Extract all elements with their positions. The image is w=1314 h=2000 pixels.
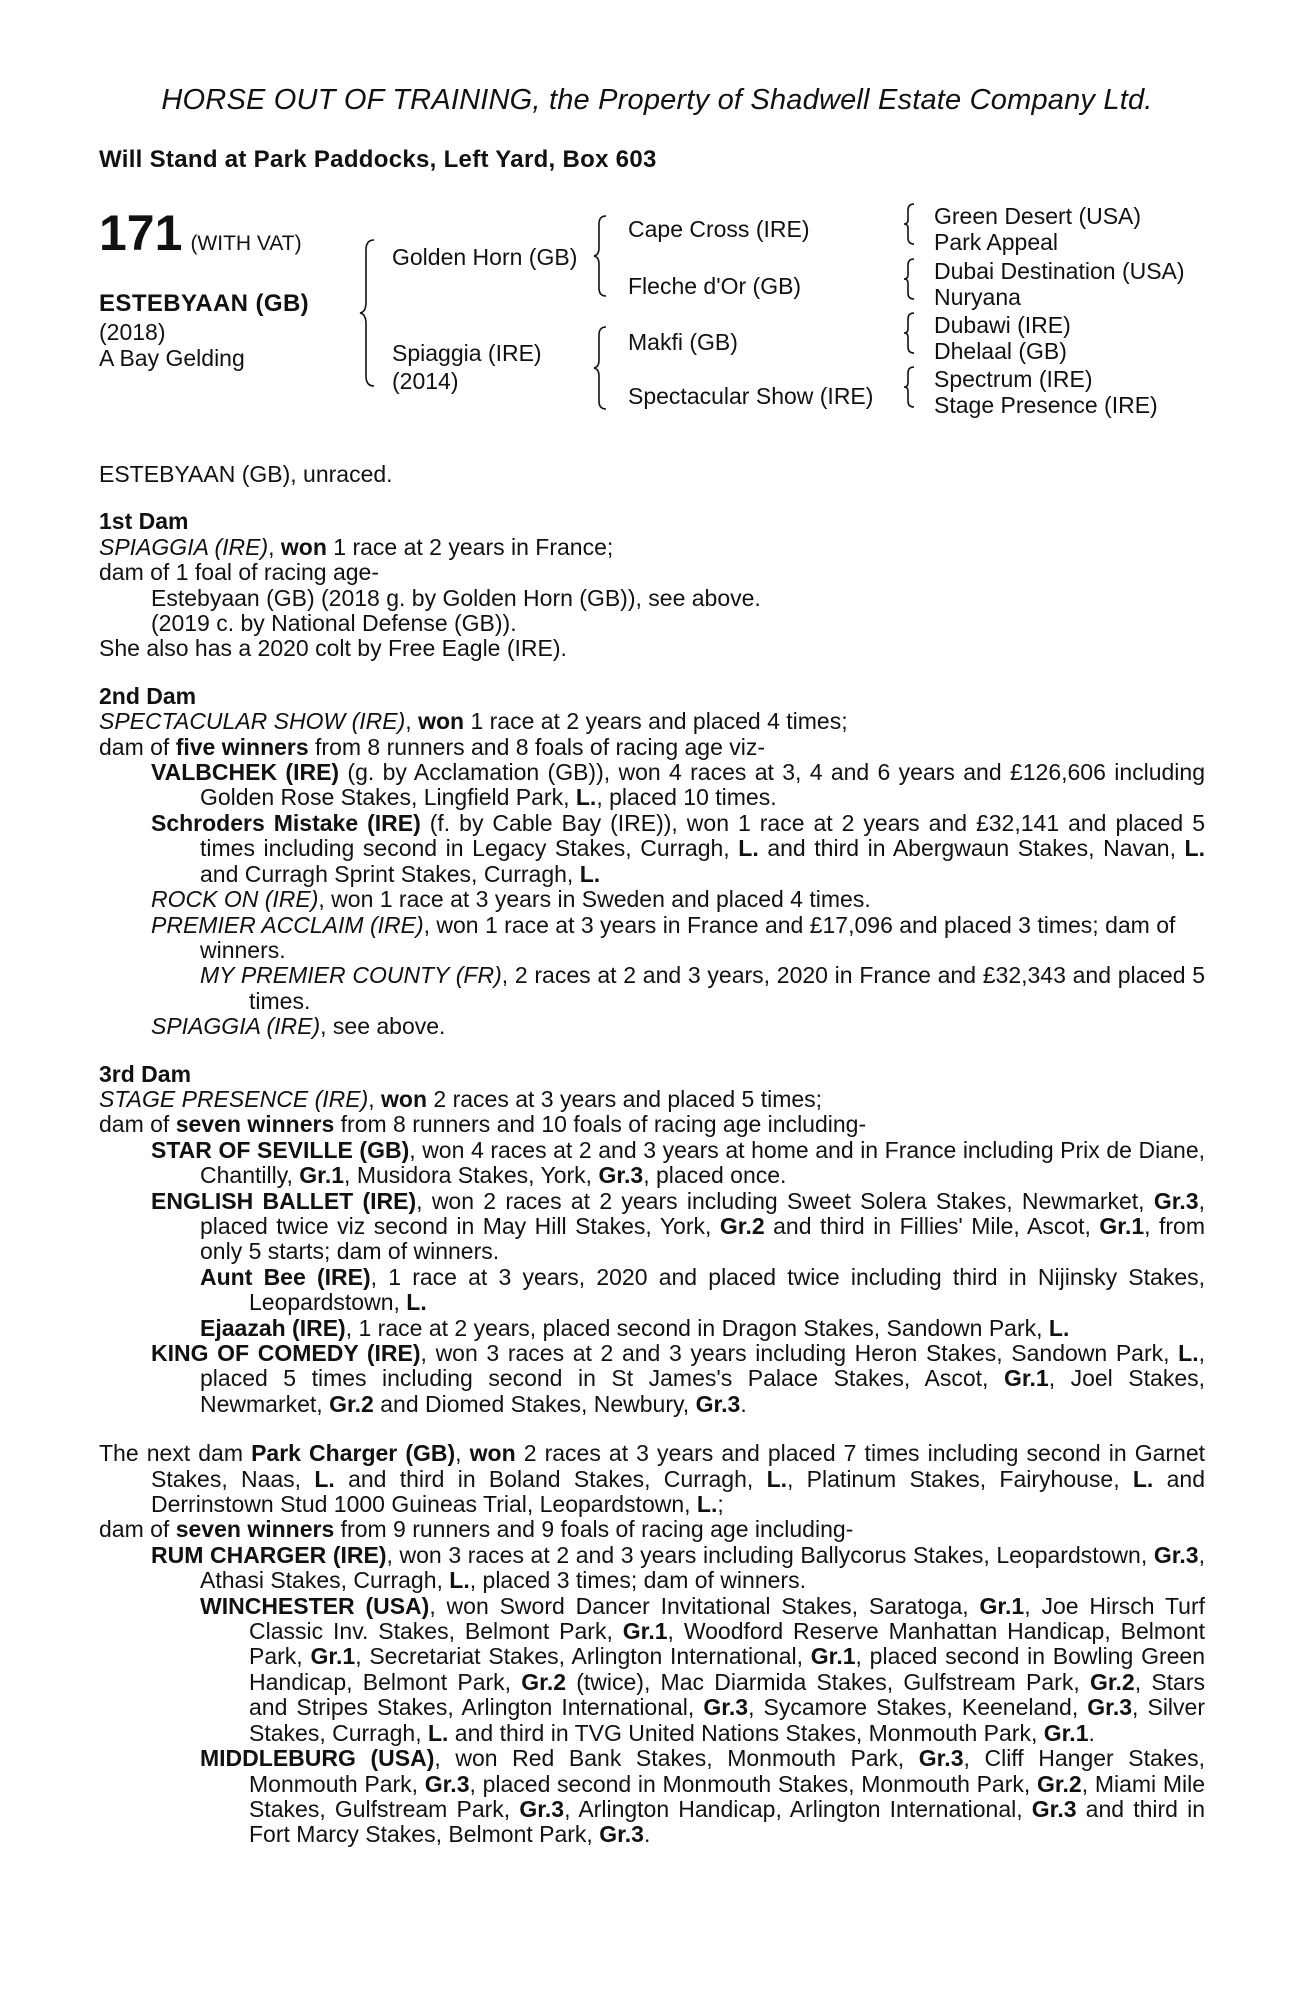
- produce-king-of-comedy: KING OF COMEDY (IRE), won 3 races at 2 and 3 years including Heron Stakes, Sandown Park, L., placed 5 times including second in St James's Palace Stakes, Ascot, Gr.1, Joel Stakes, Newmarket, Gr.2 and Diomed Stakes, Newbury, Gr.3.: [151, 1340, 1205, 1417]
- first-dam-line: SPIAGGIA (IRE), won 1 race at 2 years in France;: [99, 533, 614, 560]
- horse-description: A Bay Gelding: [99, 345, 245, 371]
- pedigree-brace-main: [358, 238, 378, 388]
- first-dam-note: She also has a 2020 colt by Free Eagle (IRE).: [99, 635, 567, 662]
- intro-line: ESTEBYAAN (GB), unraced.: [99, 461, 393, 487]
- first-dam-produce-intro: dam of 1 foal of racing age-: [99, 559, 379, 586]
- second-dam-produce-intro: dam of five winners from 8 runners and 8 foals of racing age viz-: [99, 733, 766, 760]
- lot-heading: [99, 204, 302, 262]
- pedigree-dam-year: (2014): [392, 368, 459, 394]
- pedigree-dam-dam: Spectacular Show (IRE): [628, 383, 874, 409]
- produce-star-of-seville: STAR OF SEVILLE (GB), won 4 races at 2 and 3 years at home and in France including Prix de Diane, Chantilly, Gr.1, Musidora Stakes, York, Gr.3, placed once.: [151, 1136, 1205, 1189]
- pedigree-ggp-2: Park Appeal: [934, 229, 1059, 255]
- pedigree-ggp-1: Green Desert (USA): [934, 203, 1142, 229]
- produce-rock-on: ROCK ON (IRE), won 1 race at 3 years in Sweden and placed 4 times.: [151, 886, 871, 913]
- pedigree-ggp-7: Spectrum (IRE): [934, 366, 1093, 392]
- horse-year: (2018): [99, 319, 166, 345]
- first-dam-produce-2: (2019 c. by National Defense (GB)).: [151, 610, 517, 637]
- pedigree-brace-ggp2: [902, 257, 918, 301]
- pedigree-dam-sire: Makfi (GB): [628, 329, 738, 355]
- pedigree-brace-ggp3: [902, 311, 918, 355]
- pedigree-ggp-5: Dubawi (IRE): [934, 312, 1071, 338]
- pedigree-brace-sire: [592, 214, 610, 298]
- produce-my-premier-county: MY PREMIER COUNTY (FR), 2 races at 2 and 3 years, 2020 in France and £32,343 and placed 5 times.: [200, 962, 1206, 1014]
- lot-vat: (WITH VAT): [190, 232, 302, 255]
- pedigree-ggp-4: Nuryana: [934, 284, 1021, 310]
- produce-valbchek: VALBCHEK (IRE) (g. by Acclamation (GB)), won 4 races at 3, 4 and 6 years and £126,606 including Golden Rose Stakes, Lingfield Park, L., placed 10 times.: [151, 759, 1205, 811]
- pedigree-brace-ggp4: [902, 365, 918, 409]
- pedigree-dam: Spiaggia (IRE): [392, 340, 542, 366]
- pedigree-ggp-3: Dubai Destination (USA): [934, 258, 1185, 284]
- produce-schroders-mistake: Schroders Mistake (IRE) (f. by Cable Bay (IRE)), won 1 race at 2 years and £32,141 and placed 5 times including second in Legacy Stakes, Curragh, L. and third in Abergwaun Stakes, Navan, L. and Curragh Sprint Stakes, Curragh, L.: [151, 809, 1205, 887]
- page-title: HORSE OUT OF TRAINING, the Property of Shadwell Estate Company Ltd.: [161, 84, 1153, 116]
- pedigree-ggp-8: Stage Presence (IRE): [934, 392, 1158, 418]
- produce-spiaggia: SPIAGGIA (IRE), see above.: [151, 1013, 446, 1040]
- second-dam-heading: 2nd Dam: [99, 682, 197, 709]
- produce-middleburg: MIDDLEBURG (USA), won Red Bank Stakes, Monmouth Park, Gr.3, Cliff Hanger Stakes, Monmouth Park, Gr.3, placed second in Monmouth Stakes, Monmouth Park, Gr.2, Miami Mile Stakes, Gulfstream Park, Gr.3, Arlington Handicap, Arlington International, Gr.3 and third in Fort Marcy Stakes, Belmont Park, Gr.3.: [200, 1745, 1206, 1848]
- produce-rum-charger: RUM CHARGER (IRE), won 3 races at 2 and 3 years including Ballycorus Stakes, Leopardstown, Gr.3, Athasi Stakes, Curragh, L., placed 3 times; dam of winners.: [151, 1541, 1205, 1594]
- next-dam-line: The next dam Park Charger (GB), won 2 races at 3 years and placed 7 times including second in Garnet Stakes, Naas, L. and third in Boland Stakes, Curragh, L., Platinum Stakes, Fairyhouse, L. and Derrinstown Stud 1000 Guineas Trial, Leopardstown, L.;: [99, 1440, 1206, 1518]
- pedigree-sire-sire: Cape Cross (IRE): [628, 216, 810, 242]
- pedigree-sire-dam: Fleche d'Or (GB): [628, 273, 802, 299]
- pedigree-brace-ggp1: [902, 202, 918, 246]
- pedigree-ggp-6: Dhelaal (GB): [934, 338, 1067, 364]
- produce-winchester: WINCHESTER (USA), won Sword Dancer Invitational Stakes, Saratoga, Gr.1, Joe Hirsch Turf Classic Inv. Stakes, Belmont Park, Gr.1, Woodford Reserve Manhattan Handicap, Belmont Park, Gr.1, Secretariat Stakes, Arlington International, Gr.1, placed second in Bowling Green Handicap, Belmont Park, Gr.2 (twice), Mac Diarmida Stakes, Gulfstream Park, Gr.2, Stars and Stripes Stakes, Arlington International, Gr.3, Sycamore Stakes, Keeneland, Gr.3, Silver Stakes, Curragh, L. and third in TVG United Nations Stakes, Monmouth Park, Gr.1.: [200, 1592, 1206, 1746]
- produce-aunt-bee: Aunt Bee (IRE), 1 race at 3 years, 2020 and placed twice including third in Nijinsky Stakes, Leopardstown, L.: [200, 1263, 1206, 1316]
- first-dam-heading: 1st Dam: [99, 508, 189, 535]
- catalogue-body: [99, 462, 1205, 1848]
- third-dam-produce-intro: dam of seven winners from 8 runners and 10 foals of racing age including-: [99, 1111, 867, 1138]
- next-dam-produce-intro: dam of seven winners from 9 runners and 9 foals of racing age including-: [99, 1516, 854, 1543]
- pedigree-sire: Golden Horn (GB): [392, 244, 578, 270]
- third-dam-heading: 3rd Dam: [99, 1060, 192, 1087]
- first-dam-produce-1: Estebyaan (GB) (2018 g. by Golden Horn (GB)), see above.: [151, 584, 761, 611]
- produce-english-ballet: ENGLISH BALLET (IRE), won 2 races at 2 years including Sweet Solera Stakes, Newmarket, Gr.3, placed twice viz second in May Hill Stakes, York, Gr.2 and third in Fillies' Mile, Ascot, Gr.1, from only 5 starts; dam of winners.: [151, 1187, 1206, 1265]
- horse-name: ESTEBYAAN (GB): [99, 290, 310, 317]
- second-dam-line: SPECTACULAR SHOW (IRE), won 1 race at 2 years and placed 4 times;: [99, 708, 848, 735]
- produce-premier-acclaim: PREMIER ACCLAIM (IRE), won 1 race at 3 years in France and £17,096 and placed 3 times; dam of winners.: [151, 911, 1176, 963]
- pedigree-brace-dam: [592, 325, 610, 411]
- lot-number: 171: [99, 205, 183, 261]
- third-dam-line: STAGE PRESENCE (IRE), won 2 races at 3 years and placed 5 times;: [99, 1085, 823, 1112]
- stand-location: Will Stand at Park Paddocks, Left Yard, Box 603: [99, 146, 657, 173]
- produce-ejaazah: Ejaazah (IRE), 1 race at 2 years, placed second in Dragon Stakes, Sandown Park, L.: [200, 1314, 1070, 1341]
